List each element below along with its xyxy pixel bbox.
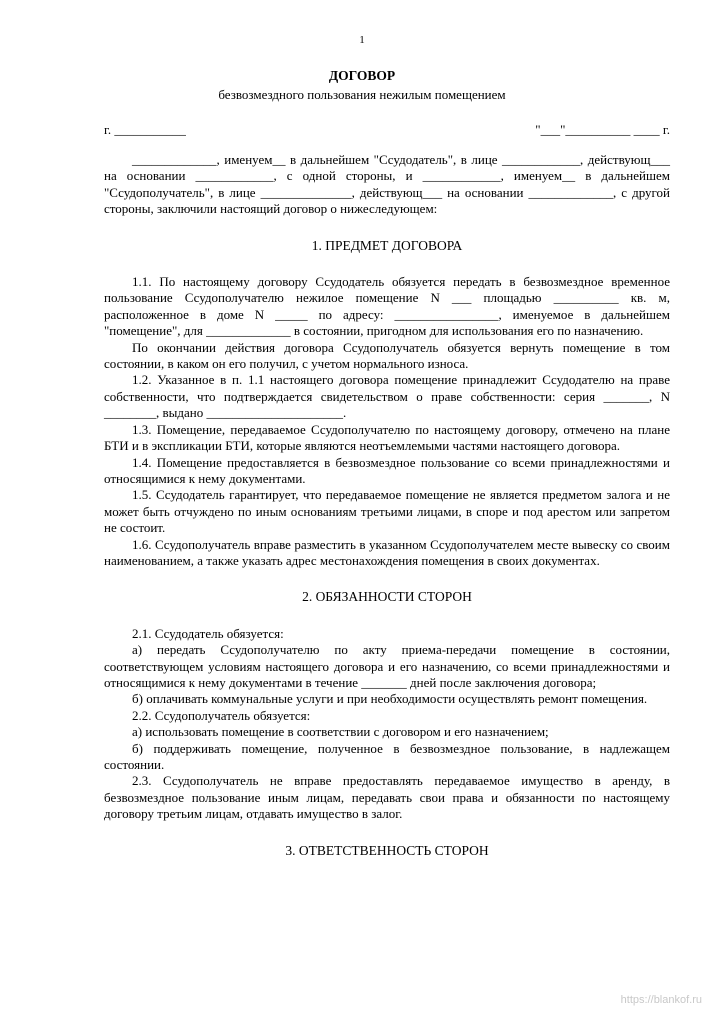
clause-2-2-a: а) использовать помещение в соответствии с договором и его назначением; bbox=[132, 724, 549, 740]
clause-2-2: 2.2. Ссудополучатель обязуется: bbox=[132, 707, 311, 723]
clause-1-4: 1.4. Помещение предоставляется в безвозмездное пользование со всеми принадлежностями и относящимися к нему документами. bbox=[104, 454, 670, 486]
document-subtitle: безвозмездного пользования нежилым помещением bbox=[218, 87, 506, 102]
clause-2-3: 2.3. Ссудополучатель не вправе предоставлять передаваемое имущество в аренду, в безвозмездное пользование иным лицам, передавать свои права и обязанности по настоящему договору третьим лицам, отдавать имущество в залог. bbox=[104, 773, 670, 822]
clause-2-1: 2.1. Ссудодатель обязуется: bbox=[132, 625, 284, 641]
section-heading-3: 3. ОТВЕТСТВЕННОСТЬ СТОРОН bbox=[285, 842, 489, 858]
clause-1-1-return: По окончании действия договора Ссудополучатель обязуется вернуть помещение в том состоянии, в каком он его получил, с учетом нормального износа. bbox=[104, 339, 670, 372]
clause-1-3: 1.3. Помещение, передаваемое Ссудополучателю по настоящему договору, отмечено на плане БТИ и в экспликации БТИ, которые являются неотъемлемыми частями настоящего договора. bbox=[104, 421, 670, 454]
place-date-line bbox=[104, 122, 670, 138]
clause-2-1-a: а) передать Ссудополучателю по акту приема-передачи помещение в состоянии, соответствующем условиям настоящего договора и его назначению, со всеми принадлежностями и относящимися к нему документами в течение _______ дней после заключения договора; bbox=[104, 642, 670, 690]
preamble: _____________, именуем__ в дальнейшем "Ссудодатель", в лице ____________, действующ___ на основании ____________, с одной стороны, и ____________, именуем__ в дальнейшем "Ссудополучатель", в лице ______________, действующ___ на основании _____________, с другой стороны, заключили настоящий договор о нижеследующем: bbox=[104, 152, 670, 217]
clause-1-1: 1.1. По настоящему договору Ссудодатель обязуется передать в безвозмездное временное пользование Ссудополучателю нежилое помещение N ___ площадью __________ кв. м, расположенное в доме N _____ по адресу: ________________, именуемое в дальнейшем "помещение", для _____________ в состоянии, пригодном для использования его по назначению. bbox=[104, 274, 670, 339]
clause-1-2: 1.2. Указанное в п. 1.1 настоящего договора помещение принадлежит Ссудодателю на праве собственности, что подтверждается свидетельством о праве собственности: серия _______, N ________, выдано _____________________. bbox=[104, 372, 670, 421]
section-heading-1: 1. ПРЕДМЕТ ДОГОВОРА bbox=[311, 237, 463, 253]
page-number: 1 bbox=[359, 34, 365, 46]
place-field: г. ___________ bbox=[104, 122, 186, 137]
clause-1-6: 1.6. Ссудополучатель вправе разместить в указанном Ссудополучателем месте вывеску со своим наименованием, а также указать адрес местонахождения помещения в своих документах. bbox=[104, 536, 670, 568]
section-heading-2: 2. ОБЯЗАННОСТИ СТОРОН bbox=[302, 589, 472, 605]
document-title: ДОГОВОР bbox=[328, 68, 396, 83]
clause-2-2-b: б) поддерживать помещение, полученное в безвозмездное пользование, в надлежащем состоянии. bbox=[104, 740, 670, 772]
clause-2-1-b: б) оплачивать коммунальные услуги и при необходимости осуществлять ремонт помещения. bbox=[132, 691, 648, 707]
watermark: https://blankof.ru bbox=[620, 994, 702, 1006]
date-field: "___"__________ ____ г. bbox=[535, 122, 670, 137]
document-body bbox=[104, 152, 670, 859]
clause-1-5: 1.5. Ссудодатель гарантирует, что передаваемое помещение не является предметом залога и не может быть отчуждено по иным основаниям третьими лицами, в споре и под арестом или запретом не состоит. bbox=[104, 487, 670, 536]
